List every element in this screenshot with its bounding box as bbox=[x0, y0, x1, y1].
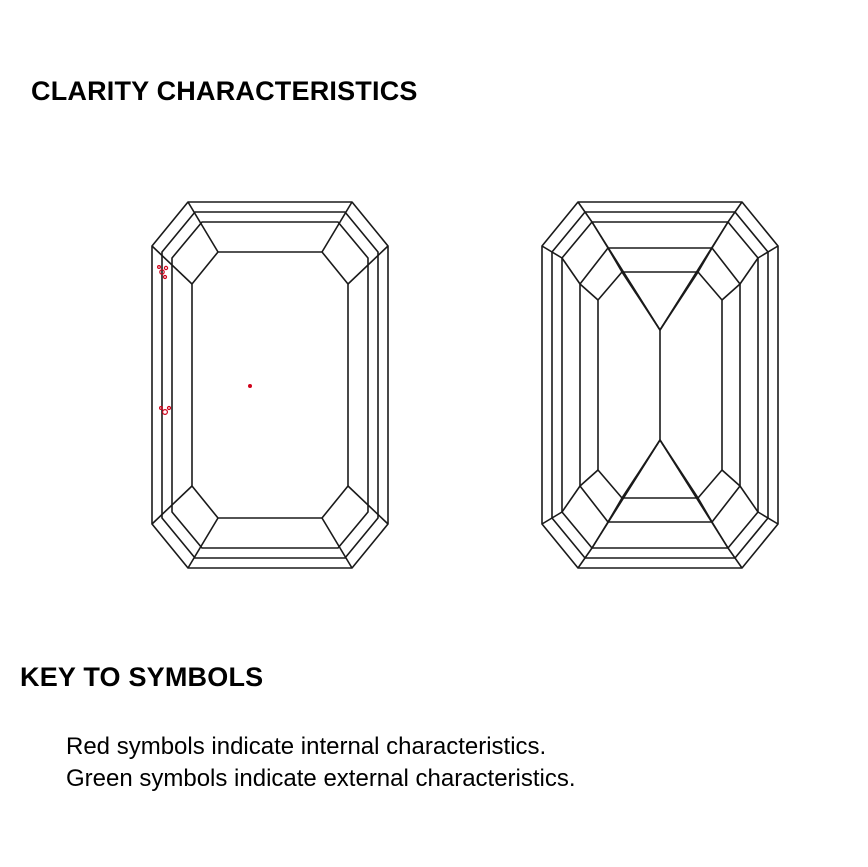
clarity-mark-pinpoint bbox=[248, 384, 252, 388]
legend-internal-line: Red symbols indicate internal characteristics. bbox=[66, 733, 547, 760]
legend-external-line: Green symbols indicate external characteristics. bbox=[66, 765, 576, 792]
emerald-cut-crown-diagram bbox=[140, 190, 400, 580]
clarity-characteristics-title: CLARITY CHARACTERISTICS bbox=[31, 76, 418, 106]
key-to-symbols-title: KEY TO SYMBOLS bbox=[20, 662, 264, 692]
emerald-cut-pavilion-diagram bbox=[530, 190, 790, 580]
legend-block bbox=[66, 731, 576, 795]
